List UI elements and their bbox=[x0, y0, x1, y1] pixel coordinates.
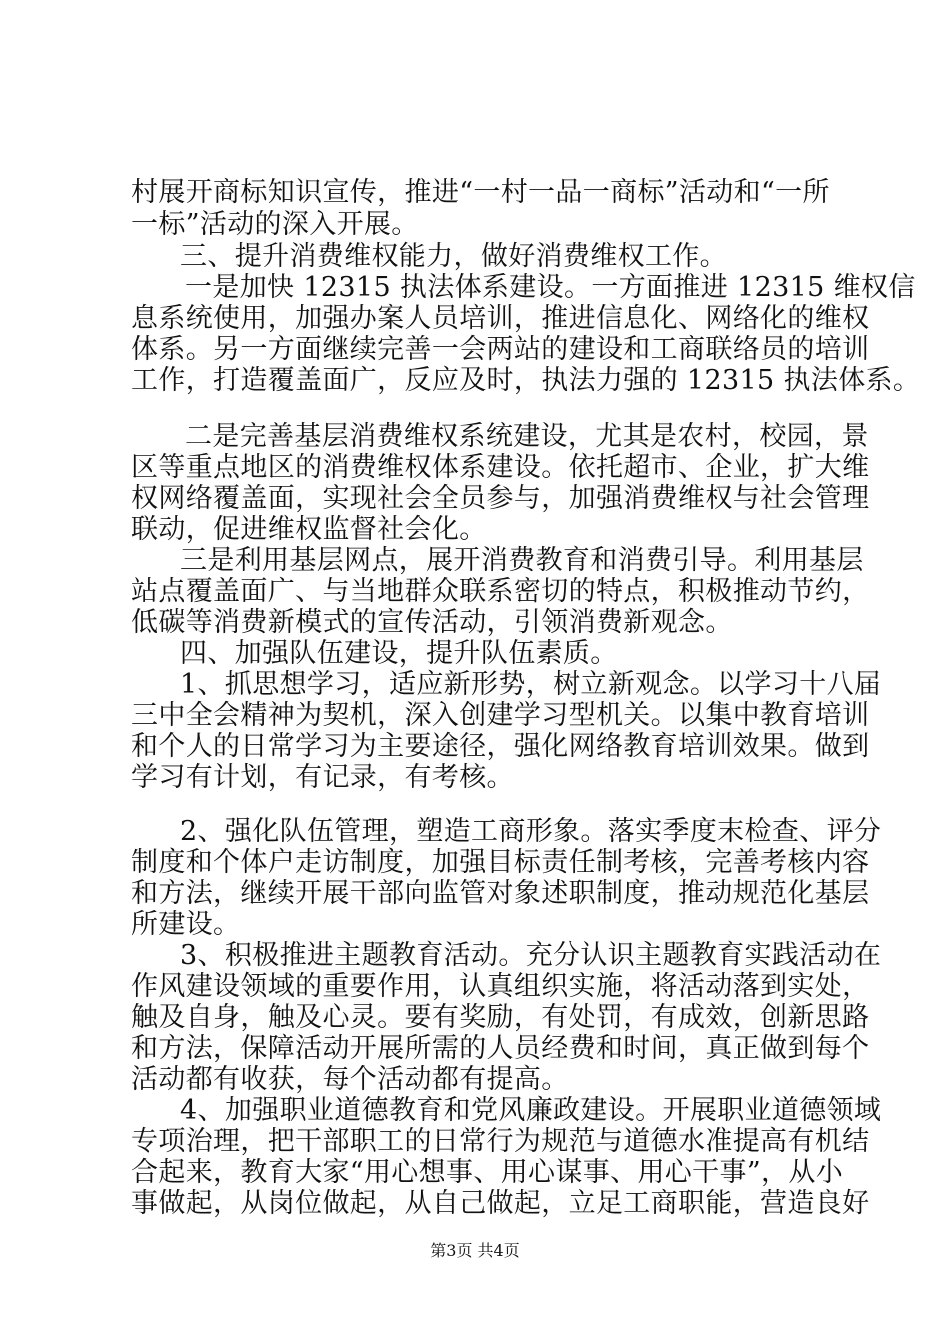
text-line: 3、积极推进主题教育活动。充分认识主题教育实践活动在 bbox=[180, 940, 882, 971]
text-line: 1、抓思想学习，适应新形势，树立新观念。以学习十八届 bbox=[180, 669, 882, 700]
text-line: 工作，打造覆盖面广，反应及时，执法力强的 12315 执法体系。 bbox=[131, 365, 921, 396]
page-footer: 第3页 共4页 bbox=[430, 1241, 520, 1260]
text-line: 站点覆盖面广、与当地群众联系密切的特点，积极推动节约， bbox=[131, 576, 870, 607]
section-heading: 四、加强队伍建设，提升队伍素质。 bbox=[180, 638, 618, 669]
section-heading: 三、提升消费维权能力，做好消费维权工作。 bbox=[180, 241, 727, 272]
text-line: 学习有计划，有记录，有考核。 bbox=[131, 762, 514, 793]
text-line: 和个人的日常学习为主要途径，强化网络教育培训效果。做到 bbox=[131, 731, 870, 762]
text-line: 一标”活动的深入开展。 bbox=[131, 209, 419, 240]
text-line: 4、加强职业道德教育和党风廉政建设。开展职业道德领域 bbox=[180, 1095, 882, 1126]
text-line: 和方法，保障活动开展所需的人员经费和时间，真正做到每个 bbox=[131, 1033, 870, 1064]
text-line: 事做起，从岗位做起，从自己做起，立足工商职能，营造良好 bbox=[131, 1188, 870, 1219]
text-line: 联动，促进维权监督社会化。 bbox=[131, 514, 487, 545]
text-line: 合起来，教育大家“用心想事、用心谋事、用心干事”，从小 bbox=[131, 1157, 844, 1188]
text-line: 和方法，继续开展干部向监管对象述职制度，推动规范化基层 bbox=[131, 878, 870, 909]
text-line: 一是加快 12315 执法体系建设。一方面推进 12315 维权信 bbox=[185, 272, 916, 303]
text-line: 区等重点地区的消费维权体系建设。依托超市、企业，扩大维 bbox=[131, 452, 870, 483]
text-line: 活动都有收获，每个活动都有提高。 bbox=[131, 1064, 569, 1095]
text-line: 体系。另一方面继续完善一会两站的建设和工商联络员的培训 bbox=[131, 334, 870, 365]
text-line: 专项治理，把干部职工的日常行为规范与道德水准提高有机结 bbox=[131, 1126, 870, 1157]
text-line: 2、强化队伍管理，塑造工商形象。落实季度末检查、评分 bbox=[180, 816, 882, 847]
text-line: 触及自身，触及心灵。要有奖励，有处罚，有成效，创新思路 bbox=[131, 1002, 870, 1033]
text-line: 三中全会精神为契机，深入创建学习型机关。以集中教育培训 bbox=[131, 700, 870, 731]
text-line: 村展开商标知识宣传，推进“一村一品一商标”活动和“一所 bbox=[131, 177, 830, 208]
text-line: 制度和个体户走访制度，加强目标责任制考核，完善考核内容 bbox=[131, 847, 870, 878]
text-line: 作风建设领域的重要作用，认真组织实施，将活动落到实处， bbox=[131, 971, 870, 1002]
text-line: 所建设。 bbox=[131, 909, 241, 940]
text-line: 三是利用基层网点，展开消费教育和消费引导。利用基层 bbox=[180, 545, 864, 576]
text-line: 息系统使用，加强办案人员培训，推进信息化、网络化的维权 bbox=[131, 303, 870, 334]
text-line: 二是完善基层消费维权系统建设，尤其是农村，校园，景 bbox=[185, 421, 869, 452]
text-line: 权网络覆盖面，实现社会全员参与，加强消费维权与社会管理 bbox=[131, 483, 870, 514]
text-line: 低碳等消费新模式的宣传活动，引领消费新观念。 bbox=[131, 607, 733, 638]
